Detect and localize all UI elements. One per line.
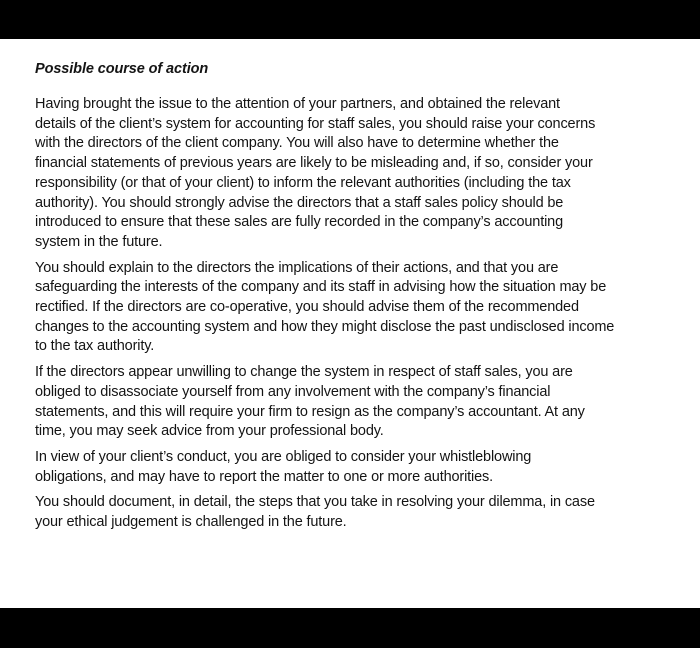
paragraph-line: In view of your client’s conduct, you are obliged to consider your whistleblowing xyxy=(35,448,532,465)
document-content xyxy=(35,60,685,539)
paragraph-1 xyxy=(35,95,685,253)
paragraph-line: You should explain to the directors the implications of their actions, and that you are xyxy=(35,259,559,276)
paragraph-line: authority). You should strongly advise the directors that a staff sales policy should be xyxy=(35,194,564,211)
paragraph-line: statements, and this will require your firm to resign as the company’s accountant. At any xyxy=(35,403,585,420)
paragraph-line: You should document, in detail, the steps that you take in resolving your dilemma, in case xyxy=(35,494,595,511)
paragraph-line: your ethical judgement is challenged in the future. xyxy=(35,514,347,531)
document-page xyxy=(0,39,700,608)
paragraph-line: rectified. If the directors are co-operative, you should advise them of the recommended xyxy=(35,299,579,316)
paragraph-line: system in the future. xyxy=(35,233,163,250)
paragraph-3 xyxy=(35,363,685,442)
paragraph-line: Having brought the issue to the attention of your partners, and obtained the relevant xyxy=(35,96,560,112)
paragraph-line: with the directors of the client company. You will also have to determine whether the xyxy=(35,135,559,152)
paragraph-line: changes to the accounting system and how they might disclose the past undisclosed income xyxy=(35,318,615,335)
paragraph-2 xyxy=(35,259,685,358)
paragraph-line: obliged to disassociate yourself from any involvement with the company’s financial xyxy=(35,383,551,400)
paragraph-line: to the tax authority. xyxy=(35,338,155,355)
paragraph-line: details of the client’s system for accounting for staff sales, you should raise your concerns xyxy=(35,115,596,132)
paragraph-5 xyxy=(35,493,685,532)
paragraph-line: financial statements of previous years are likely to be misleading and, if so, consider your xyxy=(35,155,593,172)
paragraph-line: time, you may seek advice from your professional body. xyxy=(35,423,384,440)
paragraph-line: introduced to ensure that these sales are fully recorded in the company’s accounting xyxy=(35,214,563,231)
paragraph-4 xyxy=(35,448,685,487)
paragraph-line: safeguarding the interests of the company and its staff in advising how the situation may be xyxy=(35,279,607,296)
paragraph-line: responsibility (or that of your client) to inform the relevant authorities (including the tax xyxy=(35,174,571,191)
section-heading: Possible course of action xyxy=(35,61,209,77)
paragraph-line: If the directors appear unwilling to change the system in respect of staff sales, you are xyxy=(35,364,573,381)
paragraph-line: obligations, and may have to report the matter to one or more authorities. xyxy=(35,468,493,485)
